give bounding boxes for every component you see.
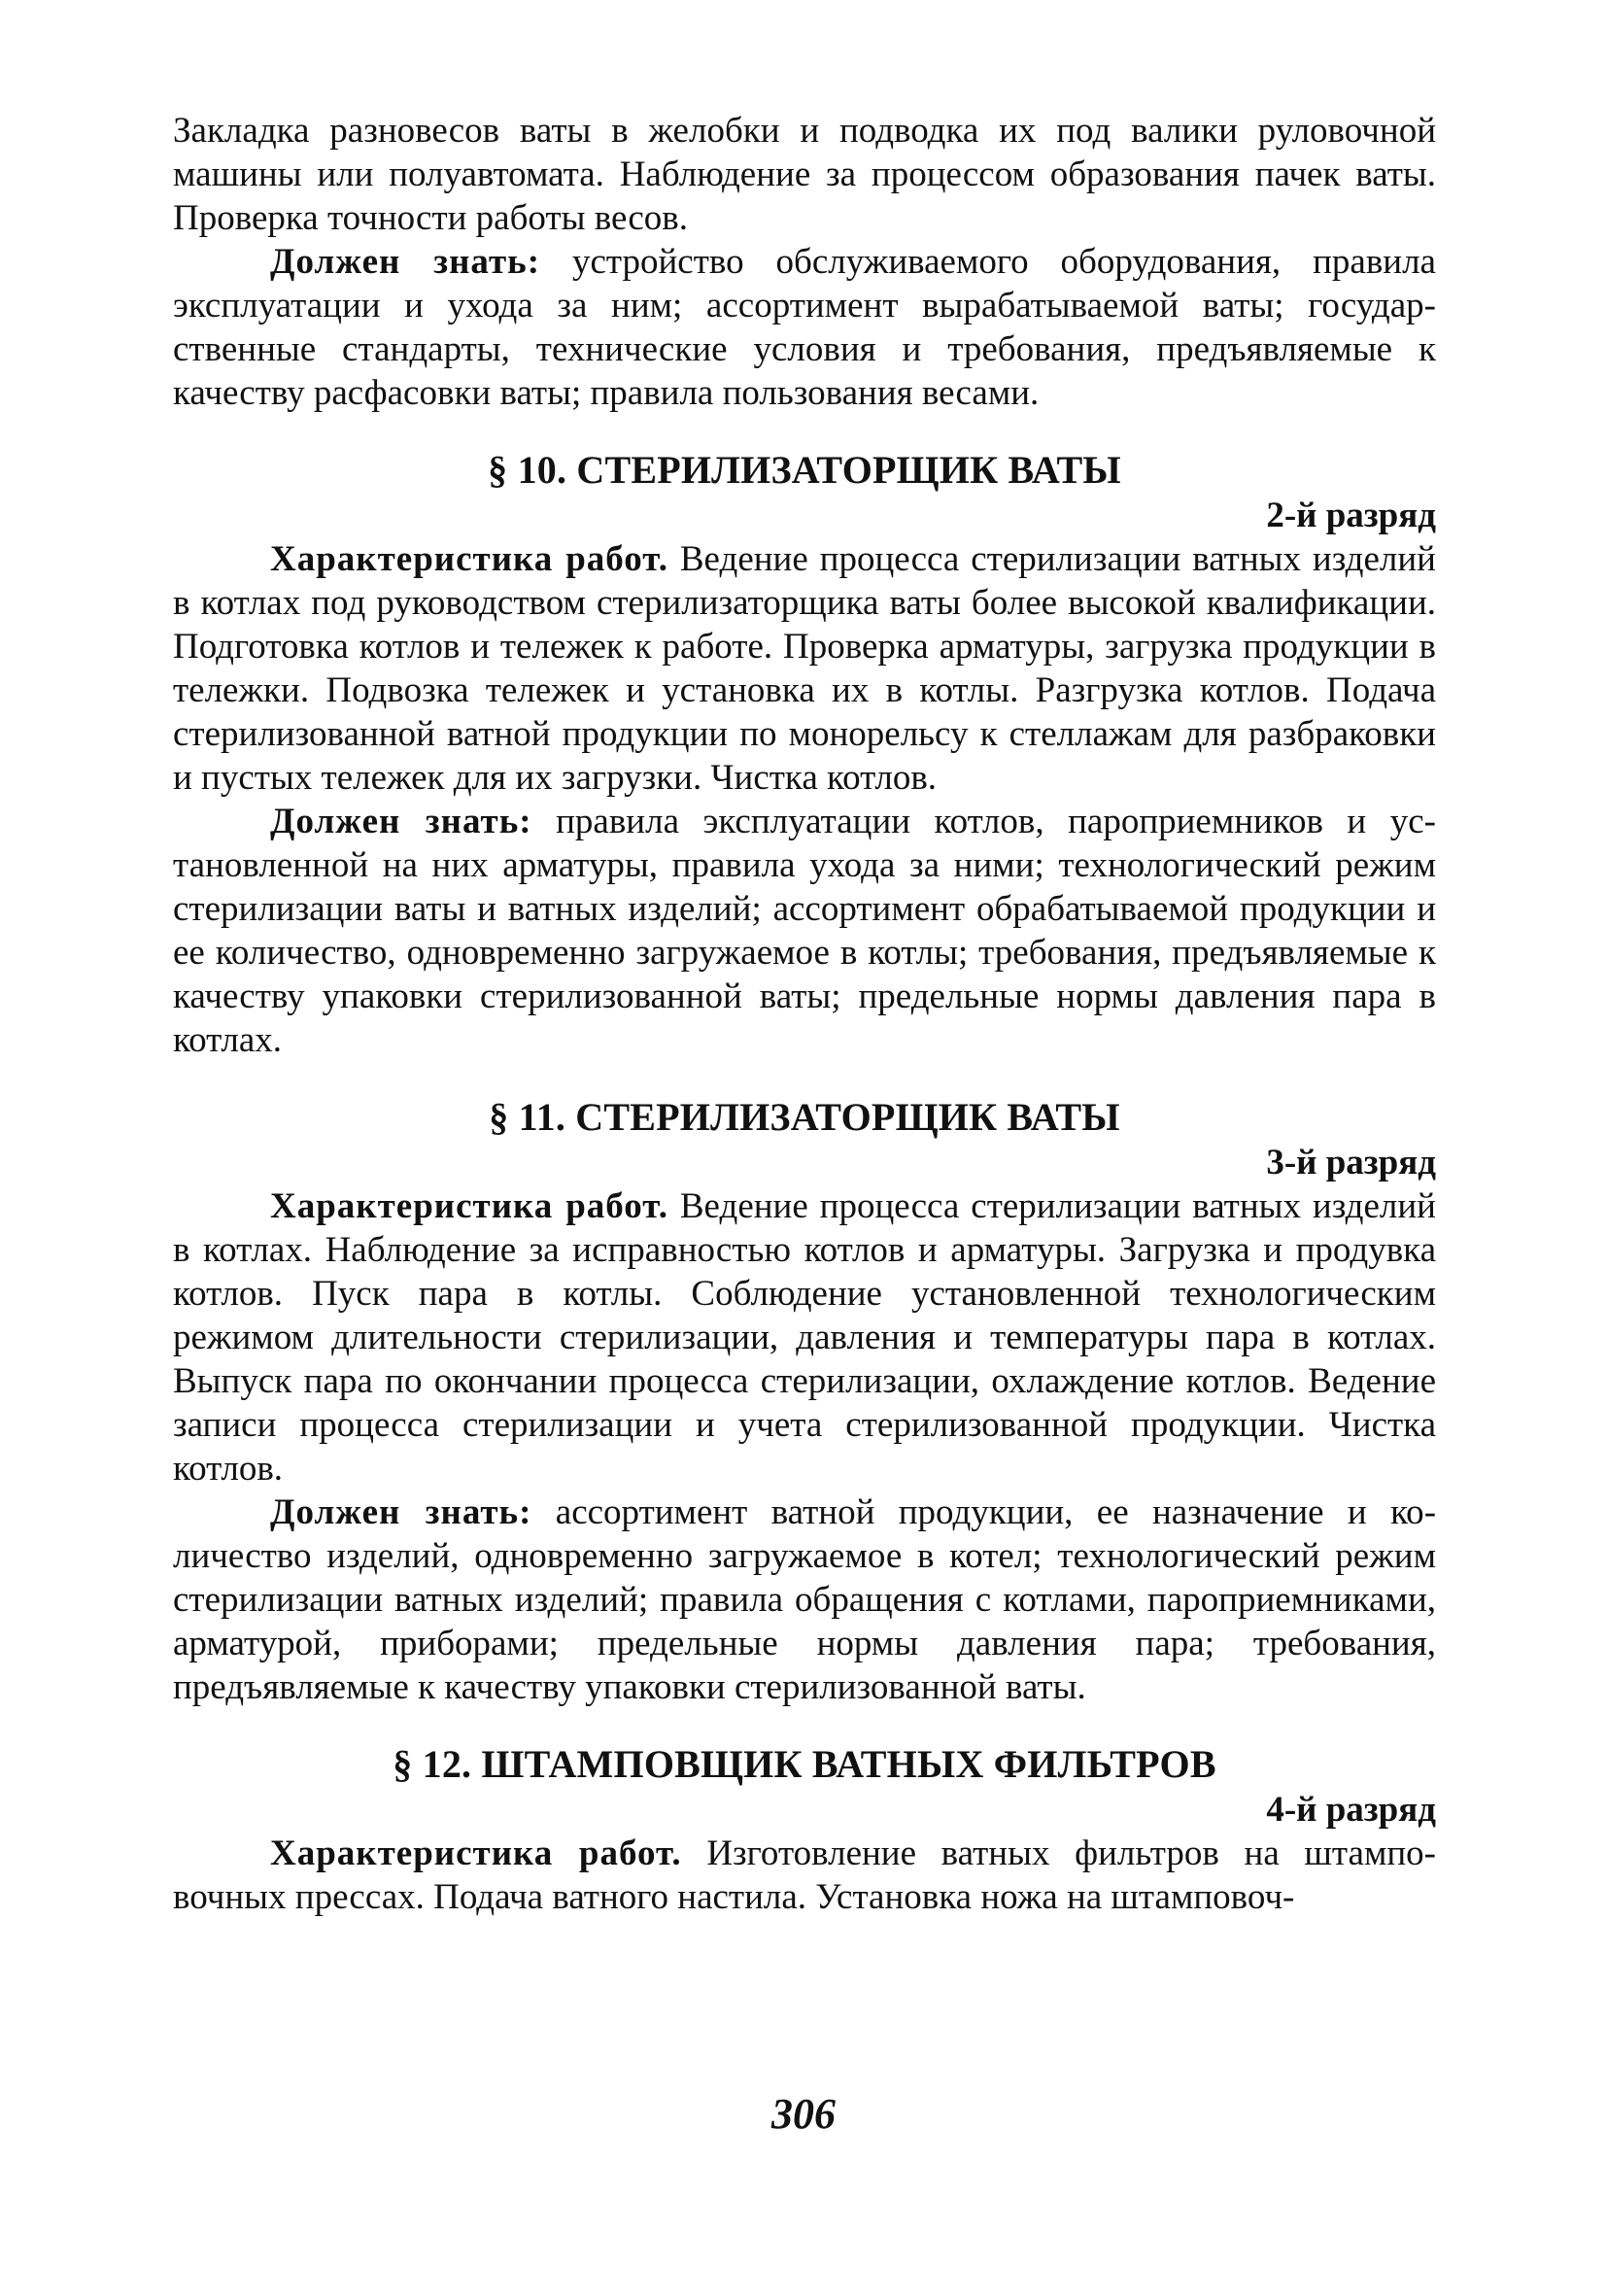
work-characteristics-paragraph xyxy=(173,537,1436,800)
knowledge-label: Должен знать: xyxy=(270,1492,532,1532)
section-10 xyxy=(173,448,1436,1062)
section-heading: § 11. СТЕРИЛИЗАТОРЩИК ВАТЫ xyxy=(489,1095,1120,1139)
knowledge-text: устройство обслуживаемого оборудования, правила эксплуатации и ухода за ним; ассортимент вырабатываемой ваты; государственные стандарты, технические условия и требования, предъявляемые к качеству расфасовки ваты; правила пользования весами. xyxy=(173,242,1436,413)
work-text: Изготовление ватных фильтров на штамповочных прессах. Подача ватного настила. Установка ножа на штамповоч- xyxy=(173,1833,1436,1917)
work-label: Характеристика работ. xyxy=(270,539,668,579)
intro-knowledge-paragraph xyxy=(173,240,1436,415)
work-label: Характеристика работ. xyxy=(270,1833,682,1873)
grade-label: 3-й разряд xyxy=(1266,1143,1436,1182)
intro-paragraph: Закладка разновесов ваты в желобки и подводка их под валики руловочной машины или полуавтомата. Наблюдение за процессом образования пачек ваты. Проверка точности работы весов. xyxy=(173,111,1436,238)
work-text: Ведение процесса стерилизации ватных изделий в котлах. Наблюдение за исправностью котлов и арматуры. Загрузка и продувка котлов. Пуск пара в котлы. Соблюдение установленной технологическим режимом длительности стерилизации, давления и температуры пара в котлах. Выпуск пара по окончании процесса стерилизации, охлаждение котлов. Ведение записи процесса стерилизации и учета стерилизованной продукции. Чистка котлов. xyxy=(173,1186,1436,1489)
work-characteristics-paragraph xyxy=(173,1184,1436,1491)
document-page xyxy=(173,109,1436,1919)
work-label: Характеристика работ. xyxy=(270,1186,668,1226)
section-11 xyxy=(173,1095,1436,1709)
grade-label: 4-й разряд xyxy=(1266,1790,1436,1830)
page-number: 306 xyxy=(771,2090,836,2138)
knowledge-label: Должен знать: xyxy=(270,802,532,841)
grade-label: 2-й разряд xyxy=(1266,496,1436,535)
knowledge-text: ассортимент ватной продукции, ее назначение и количество изделий, одновременно загружаемое в котел; технологический режим стерилизации ватных изделий; правила обращения с котлами, пароприемниками, арматурой, приборами; предельные нормы давления пара; требования, предъявляемые к качеству упаковки стерилизованной ваты. xyxy=(173,1492,1437,1707)
work-text: Ведение процесса стерилизации ватных изделий в котлах под руководством стерилизаторщика ваты более высокой квалификации. Подготовка котлов и тележек к работе. Проверка арматуры, загрузка продукции в тележки. Подвозка тележек и установка их в котлы. Разгрузка котлов. Подача стерилизованной ватной продукции по монорельсу к стеллажам для разбраковки и пустых тележек для их загрузки. Чистка котлов. xyxy=(173,539,1436,798)
section-heading: § 10. СТЕРИЛИЗАТОРЩИК ВАТЫ xyxy=(488,448,1121,492)
knowledge-label: Должен знать: xyxy=(270,242,541,282)
work-characteristics-paragraph xyxy=(173,1832,1436,1919)
section-heading: § 12. ШТАМПОВЩИК ВАТНЫХ ФИЛЬТРОВ xyxy=(393,1742,1216,1786)
knowledge-paragraph xyxy=(173,1491,1436,1709)
knowledge-paragraph xyxy=(173,800,1436,1062)
knowledge-text: правила эксплуатации котлов, пароприемников и установленной на них арматуры, правила ухода за ними; технологический режим стерилизации ваты и ватных изделий; ассортимент обрабатываемой продукции и ее количество, одновременно загружаемое в котлы; требования, предъявляемые к качеству упаковки стерилизованной ваты; предельные нормы давления пара в котлах. xyxy=(173,802,1436,1060)
section-12 xyxy=(173,1742,1436,1919)
